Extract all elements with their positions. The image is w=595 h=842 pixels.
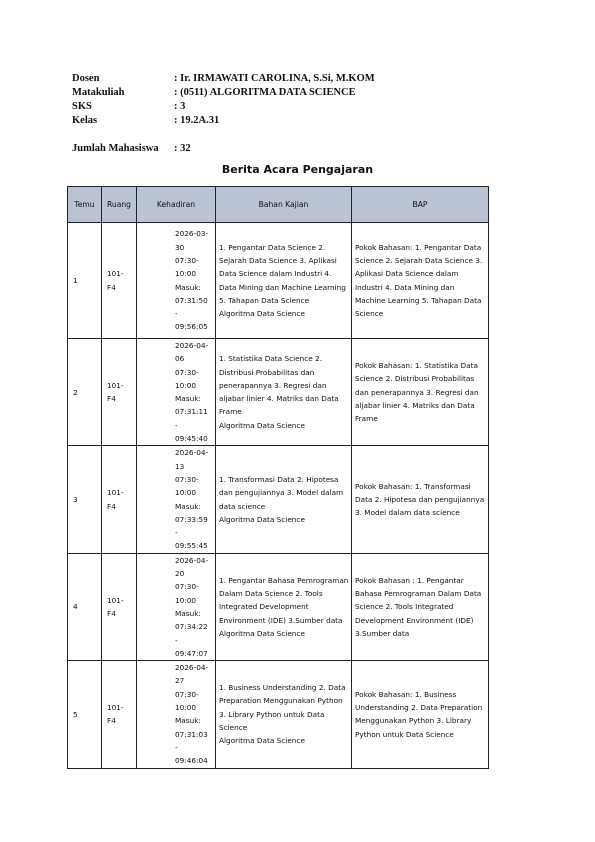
table-header-row <box>68 187 489 223</box>
table-row <box>68 661 489 768</box>
info-row-matakuliah <box>72 86 375 100</box>
info-row-sks <box>72 100 375 114</box>
course-info <box>72 72 375 156</box>
cell-bap: Pokok Bahasan: 1. Transformasi Data 2. Hipotesa dan pengujiannya 3. Model dalam data science <box>352 446 489 553</box>
cell-bahan-kajian: 1. Transformasi Data 2. Hipotesa dan pengujiannya 3. Model dalam data science Algoritma Data Science <box>216 446 352 553</box>
column-header-bap: BAP <box>352 187 489 223</box>
attendance-table <box>67 186 489 769</box>
cell-bahan-kajian: 1. Pengantar Data Science 2. Sejarah Data Science 3. Aplikasi Data Science dalam Industri 4. Data Mining dan Machine Learning 5. Tahapan Data Science Algoritma Data Science <box>216 223 352 339</box>
info-label: Matakuliah <box>72 87 125 98</box>
cell-bap: Pokok Bahasan: 1. Pengantar Data Science 2. Sejarah Data Science 3. Aplikasi Data Science dalam Industri 4. Data Mining dan Machine Learning 5. Tahapan Data Science <box>352 223 489 339</box>
info-value: : Ir. IRMAWATI CAROLINA, S.Si, M.KOM <box>174 73 375 84</box>
cell-temu: 5 <box>68 661 102 768</box>
cell-bahan-kajian: 1. Pengantar Bahasa Pemrograman Dalam Data Science 2. Tools Integrated Development Environment (IDE) 3.Sumber data Algoritma Data Science <box>216 553 352 660</box>
cell-ruang: 101- F4 <box>102 661 137 768</box>
cell-temu: 2 <box>68 339 102 446</box>
column-header-ruang: Ruang <box>102 187 137 223</box>
info-label: Dosen <box>72 73 100 84</box>
cell-bahan-kajian: 1. Statistika Data Science 2. Distribusi Probabilitas dan penerapannya 3. Regresi dan aljabar linier 4. Matriks dan Data Frame Algoritma Data Science <box>216 339 352 446</box>
cell-ruang: 101- F4 <box>102 339 137 446</box>
column-header-bahan-kajian: Bahan Kajian <box>216 187 352 223</box>
info-value: : 19.2A.31 <box>174 115 220 126</box>
info-value: : 3 <box>174 101 186 112</box>
cell-temu: 1 <box>68 223 102 339</box>
cell-ruang: 101- F4 <box>102 446 137 553</box>
info-row-kelas <box>72 114 375 128</box>
info-row-dosen <box>72 72 375 86</box>
info-label: Kelas <box>72 115 98 126</box>
cell-bap: Pokok Bahasan: 1. Statistika Data Science 2. Distribusi Probabilitas dan penerapannya 3. Regresi dan aljabar linier 4. Matriks dan Data Frame <box>352 339 489 446</box>
info-value: : 32 <box>174 143 191 154</box>
info-row-jumlah <box>72 142 375 156</box>
cell-temu: 4 <box>68 553 102 660</box>
info-label: Jumlah Mahasiswa <box>72 143 159 154</box>
table-row <box>68 553 489 660</box>
cell-bahan-kajian: 1. Business Understanding 2. Data Preparation Menggunakan Python 3. Library Python untuk Data Science Algoritma Data Science <box>216 661 352 768</box>
cell-bap: Pokok Bahasan : 1. Pengantar Bahasa Pemrograman Dalam Data Science 2. Tools Integrated Development Environment (IDE) 3.Sumber data <box>352 553 489 660</box>
cell-kehadiran: 2026-04-06 07:30-10:00 Masuk: 07:31:11 - 09:45:40 <box>137 339 216 446</box>
cell-temu: 3 <box>68 446 102 553</box>
column-header-temu: Temu <box>68 187 102 223</box>
info-value: : (0511) ALGORITMA DATA SCIENCE <box>174 87 356 98</box>
table-row <box>68 223 489 339</box>
cell-kehadiran: 2026-04-20 07:30-10:00 Masuk: 07:34:22 - 09:47:07 <box>137 553 216 660</box>
page-title: Berita Acara Pengajaran <box>221 163 374 176</box>
table-row <box>68 339 489 446</box>
info-label: SKS <box>72 101 92 112</box>
cell-kehadiran: 2026-04-27 07:30-10:00 Masuk: 07:31:03 - 09:46:04 <box>137 661 216 768</box>
cell-kehadiran: 2026-03-30 07:30-10:00 Masuk: 07:31:50 - 09:56:05 <box>137 223 216 339</box>
cell-kehadiran: 2026-04-13 07:30-10:00 Masuk: 07:33:59 - 09:55:45 <box>137 446 216 553</box>
cell-ruang: 101- F4 <box>102 223 137 339</box>
column-header-kehadiran: Kehadiran <box>137 187 216 223</box>
table-row <box>68 446 489 553</box>
cell-ruang: 101- F4 <box>102 553 137 660</box>
cell-bap: Pokok Bahasan: 1. Business Understanding 2. Data Preparation Menggunakan Python 3. Library Python untuk Data Science <box>352 661 489 768</box>
